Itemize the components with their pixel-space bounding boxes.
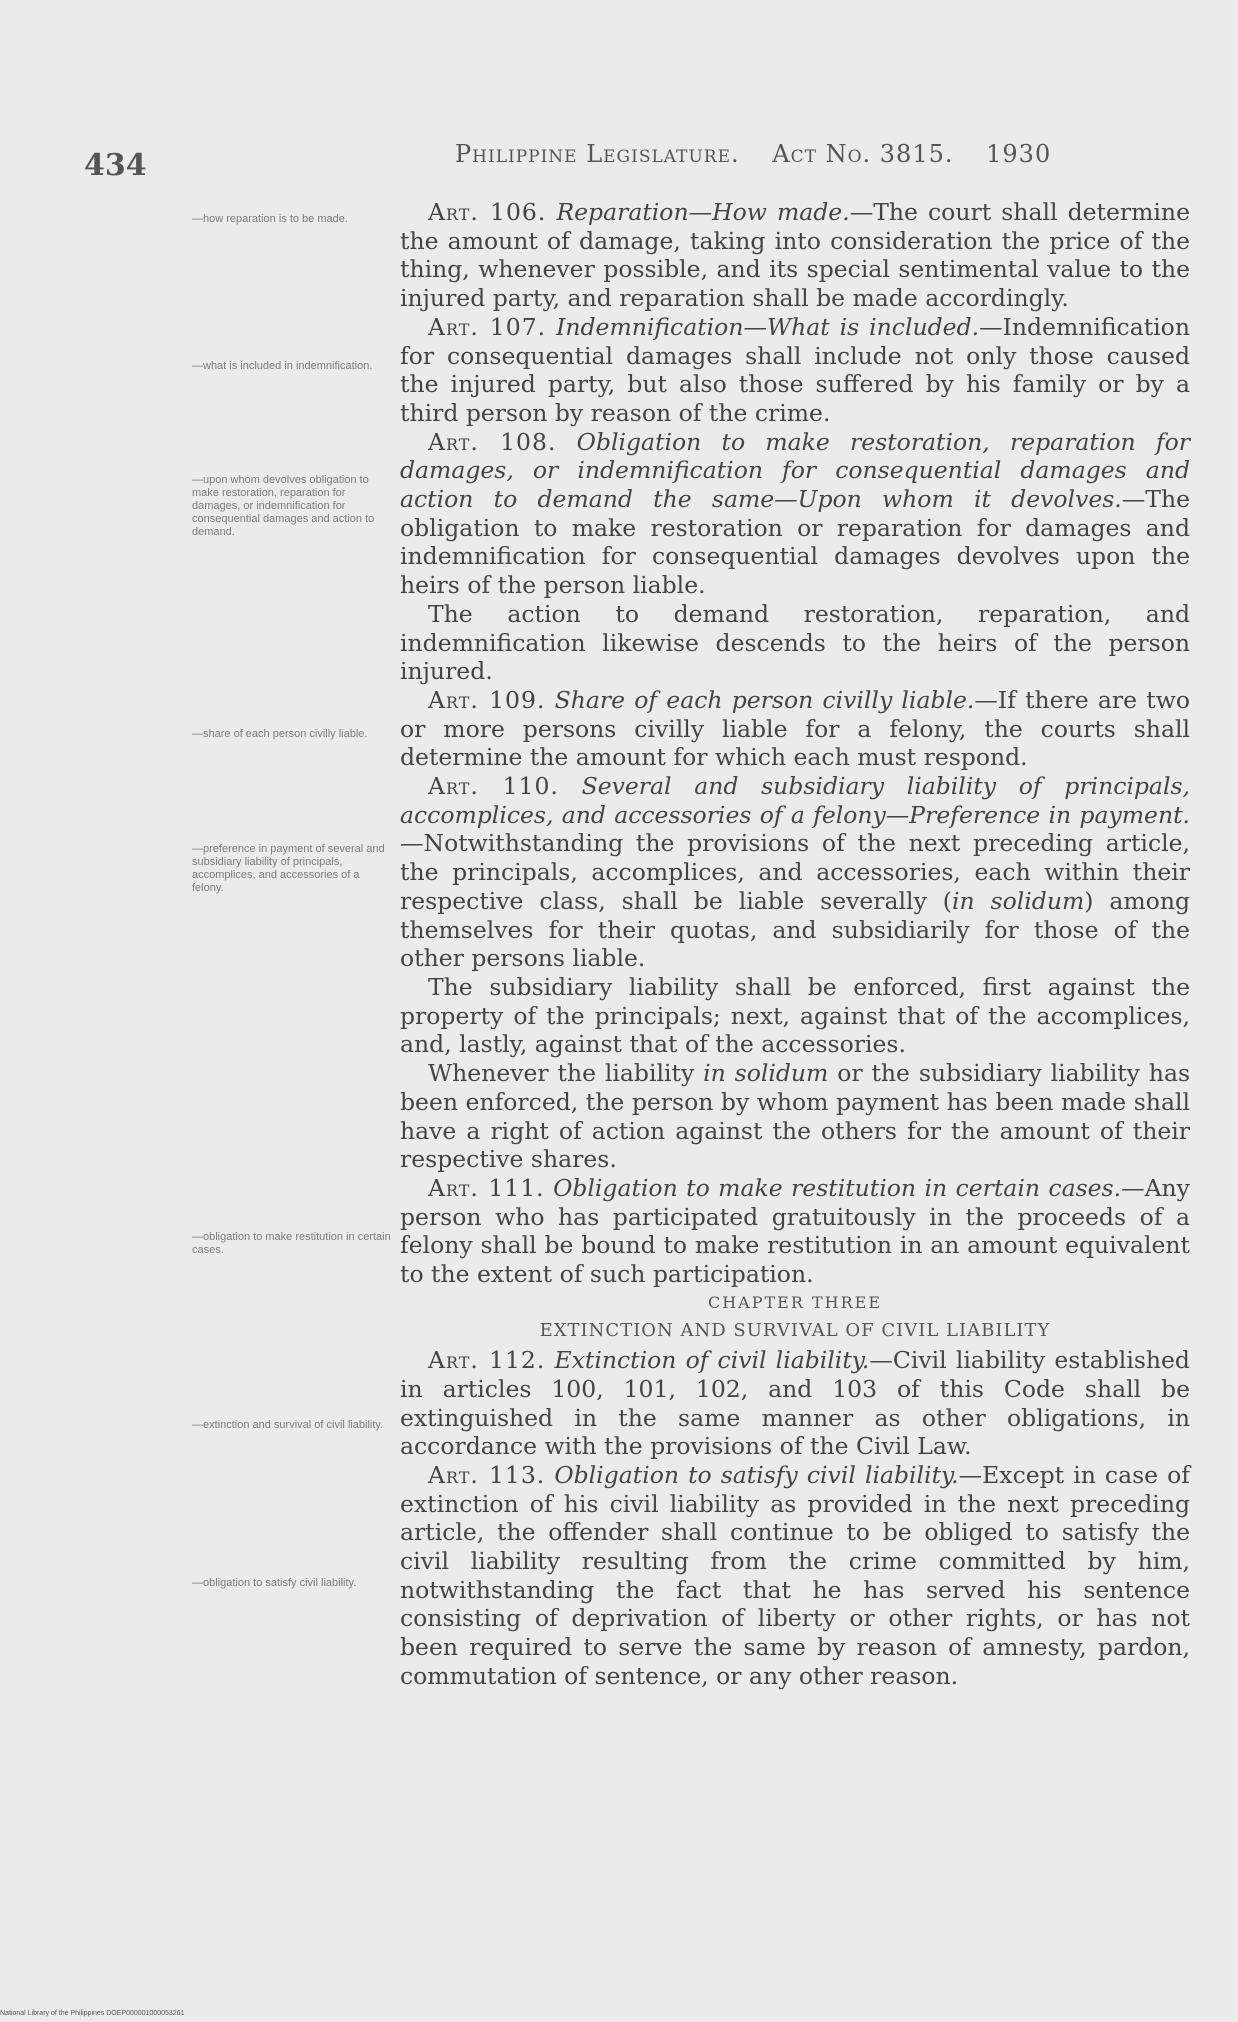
running-head-act: Act No. 3815. bbox=[772, 140, 954, 168]
article-title: Obligation to make restoration, reparation for damages, or indemnification for consequential damages and action to demand the same—Upon whom it devolves. bbox=[400, 427, 1190, 514]
article-110 bbox=[400, 772, 1190, 973]
margin-note: —preference in payment of several and subsidiary liability of principals, accomplices, and accessories of a felony. bbox=[192, 843, 385, 894]
article-number: Art. 111. bbox=[428, 1173, 545, 1202]
article-number: Art. 106. bbox=[428, 198, 547, 226]
chapter-label: CHAPTER THREE bbox=[707, 1292, 883, 1312]
margin-note: —obligation to make restitution in certain cases. bbox=[192, 1231, 391, 1256]
article-title: Several and subsidiary liability of principals, accomplices, and accessories of a felony—Preference in payment. bbox=[400, 772, 1190, 829]
running-head-year: 1930 bbox=[986, 140, 1052, 168]
article-number: Art. 113. bbox=[428, 1460, 546, 1489]
article-108 bbox=[400, 428, 1190, 600]
article-112 bbox=[400, 1346, 1190, 1461]
article-text: —Civil liability established in articles 100, 101, 102, and 103 of this Code shall be extinguished in the same manner as other obligations, in accordance with the provisions of the Civil Law. bbox=[400, 1346, 1190, 1461]
article-text: —Except in case of extinction of his civil liability as provided in the next preceding article, the offender shall continue to be obliged to satisfy the civil liability resulting from the crime committed by him, notwithstanding the fact that he has served his sentence consisting of deprivation of liberty or other rights, or has not been required to serve the same by reason of amnesty, pardon, commutation of sentence, or any other reason. bbox=[400, 1460, 1190, 1690]
margin-note: —share of each person civilly liable. bbox=[192, 728, 368, 740]
footer-watermark: National Library of the Philippines DOEP000001000053261 bbox=[0, 2010, 185, 2017]
article-text: —The obligation to make restoration or reparation for damages and indemnification for consequential damages devolves upon the heirs of the person liable. bbox=[400, 485, 1190, 600]
article-text: —The court shall determine the amount of damage, taking into consideration the price of the thing, whenever possible, and its special sentimental value to the injured party, and reparation shall be made accordingly. bbox=[400, 198, 1190, 313]
article-110-continuation-2 bbox=[400, 1059, 1190, 1174]
article-109 bbox=[400, 686, 1190, 772]
article-text: —Any person who has participated gratuitously in the proceeds of a felony shall be bound to make restitution in an amount equivalent to the extent of such participation. bbox=[400, 1173, 1190, 1289]
latin-term: in solidum bbox=[951, 886, 1085, 915]
margin-note: —obligation to satisfy civil liability. bbox=[192, 1577, 357, 1589]
article-title: Obligation to make restitution in certain cases. bbox=[553, 1173, 1122, 1202]
article-number: Art. 112. bbox=[428, 1346, 546, 1375]
margin-note: —upon whom devolves obligation to make restoration, reparation for damages, or indemnification for consequential damages and action to demand. bbox=[192, 474, 375, 538]
article-number: Art. 108. bbox=[428, 427, 557, 456]
article-title: Obligation to satisfy civil liability. bbox=[554, 1460, 959, 1489]
article-106 bbox=[400, 198, 1190, 313]
margin-note: —how reparation is to be made. bbox=[192, 213, 348, 225]
body-text bbox=[400, 198, 1190, 1691]
article-text: —Notwithstanding the provisions of the next preceding article, the principals, accomplices, and accessories, each within their respective class, shall be liable severally ( bbox=[400, 829, 1190, 915]
article-number: Art. 107. bbox=[428, 312, 547, 341]
article-title: Share of each person civilly liable. bbox=[554, 685, 975, 714]
article-110-continuation: The subsidiary liability shall be enforced, first against the property of the principals; next, against that of the accomplices, and, lastly, against that of the accessories. bbox=[400, 972, 1190, 1059]
running-head-legislature: Philippine Legislature. bbox=[455, 140, 740, 168]
article-108-continuation: The action to demand restoration, reparation, and indemnification likewise descends to the heirs of the person injured. bbox=[400, 599, 1190, 686]
article-text: Whenever the liability bbox=[428, 1059, 704, 1088]
article-text: ) among themselves for their quotas, and subsidiarily for those of the other persons liable. bbox=[400, 886, 1190, 973]
chapter-title: EXTINCTION AND SURVIVAL OF CIVIL LIABILITY bbox=[539, 1320, 1051, 1342]
article-text: —Indemnification for consequential damages shall include not only those caused the injured party, but also those suffered by his family or by a third person by reason of the crime. bbox=[400, 312, 1190, 427]
article-text: —If there are two or more persons civilly liable for a felony, the courts shall determine the amount for which each must respond. bbox=[400, 685, 1190, 772]
margin-note: —extinction and survival of civil liability. bbox=[192, 1419, 384, 1431]
article-107 bbox=[400, 313, 1190, 428]
running-head bbox=[455, 140, 1155, 168]
page-number: 434 bbox=[84, 148, 147, 183]
article-number: Art. 109. bbox=[428, 685, 546, 714]
article-111 bbox=[400, 1174, 1190, 1289]
article-text: or the subsidiary liability has been enforced, the person by whom payment has been made shall have a right of action against the others for the amount of their respective shares. bbox=[400, 1059, 1191, 1174]
article-title: Indemnification—What is included. bbox=[556, 312, 980, 341]
article-title: Reparation—How made. bbox=[556, 198, 850, 226]
article-title: Extinction of civil liability. bbox=[554, 1346, 870, 1375]
article-number: Art. 110. bbox=[428, 772, 559, 801]
margin-note: —what is included in indemnification. bbox=[192, 360, 373, 372]
article-113 bbox=[400, 1461, 1190, 1691]
latin-term: in solidum bbox=[703, 1059, 829, 1088]
